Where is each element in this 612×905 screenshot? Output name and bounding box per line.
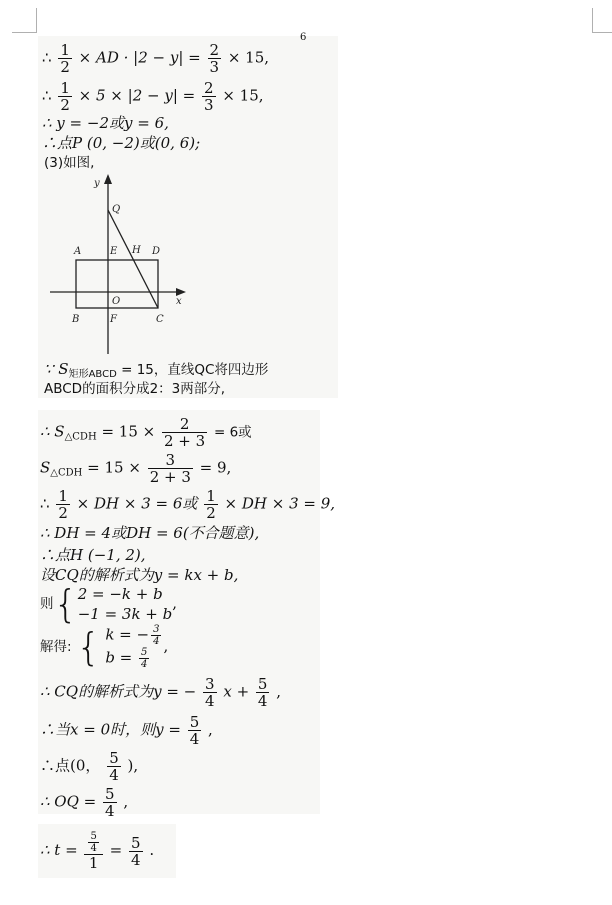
equation-line-1	[42, 42, 269, 75]
therefore-symbol: ∴	[42, 48, 52, 67]
fraction: $\frac{1}{2}$	[58, 487, 68, 522]
system-eq-1: 2 = −k + b	[77, 585, 163, 603]
fraction: $\frac{1}{2}$	[60, 79, 70, 114]
equation-text: × AD · |2 − y| =	[78, 48, 201, 67]
fraction: $\frac{2}{3}$	[209, 41, 220, 76]
coordinate-figure	[44, 172, 194, 362]
equation-text: ∴点(0，	[40, 756, 101, 775]
subscript-rectangle: 矩形ABCD	[68, 369, 117, 380]
subscript-cdh: △CDH	[64, 431, 97, 443]
equation-text: × 15,	[222, 86, 264, 105]
comma: ,	[163, 637, 169, 655]
equation-text: ∴ t =	[40, 841, 78, 859]
fraction: $\frac{5}{4}$	[189, 713, 200, 748]
solution-panel-3	[38, 824, 176, 878]
x-zero-line	[40, 714, 213, 747]
comma: ,	[172, 594, 178, 612]
compound-fraction: $\frac{\frac{5}{4}}{1}$	[84, 831, 102, 871]
t-result-line	[40, 831, 154, 871]
left-brace: {	[53, 582, 78, 626]
system-equations	[40, 584, 177, 624]
part-3-heading: (3)如图,	[44, 155, 95, 171]
statement-text: = 15，直线QC将四边形	[116, 362, 269, 378]
equation-text: = 6或	[213, 424, 252, 441]
x-axis-arrow	[176, 288, 186, 296]
point-h-line: ∴点H (−1, 2),	[40, 546, 146, 564]
crop-mark-top-right-v	[592, 8, 593, 32]
y-axis-arrow	[104, 174, 112, 184]
equals: =	[109, 841, 123, 859]
fraction: $\frac{5}{4}$	[257, 675, 268, 710]
dh-equation-line	[40, 488, 335, 521]
label-a: A	[74, 246, 82, 257]
subscript-cdh: △CDH	[50, 467, 83, 479]
dh-result-line: ∴ DH = 4或DH = 6(不合题意),	[40, 524, 260, 542]
label-d: D	[152, 246, 161, 257]
label-x: x	[176, 296, 182, 307]
fraction: $\frac{2}{3}$	[204, 79, 214, 114]
s-symbol: ∴ S	[40, 422, 65, 441]
then-label: 则	[40, 596, 54, 612]
area-line-2	[40, 452, 231, 485]
fraction: $\frac{1}{2}$	[206, 487, 216, 522]
label-c: C	[156, 314, 164, 325]
equation-text: ),	[127, 756, 139, 775]
equation-text: × DH × 3 = 9,	[224, 494, 336, 513]
cq-setup-line: 设CQ的解析式为y = kx + b,	[40, 566, 239, 584]
solution-panel-2	[38, 410, 336, 820]
equation-text: ∴ CQ的解析式为y = −	[40, 682, 197, 701]
cq-equation-line	[40, 676, 281, 709]
line-qc	[108, 210, 161, 308]
equation-line-2	[42, 80, 264, 113]
system-eq-2: −1 = 3k + b	[77, 605, 173, 623]
solution-k: k = − $\frac{3}{4}$	[105, 624, 160, 647]
comma: ,	[208, 720, 213, 739]
label-q: Q	[112, 204, 121, 215]
equation-text: = 9,	[199, 458, 232, 477]
fraction: $\frac{3}{4}$	[205, 675, 215, 710]
equation-line-3: ∴ y = −2或y = 6,	[42, 114, 169, 132]
s-symbol: S	[40, 458, 51, 477]
label-b: B	[72, 314, 80, 325]
equation-text: × 5 × |2 − y| =	[78, 86, 196, 105]
equation-line-4: ∴点P (0, −2)或(0, 6);	[42, 134, 201, 152]
left-brace: {	[76, 625, 101, 669]
equation-text: × 15,	[227, 48, 270, 67]
crop-mark-top-left-v	[36, 8, 37, 32]
period: .	[149, 841, 155, 859]
crop-mark-top-left-h	[12, 32, 37, 33]
therefore-symbol: ∴	[40, 494, 50, 513]
solve-label: 解得:	[40, 639, 72, 655]
label-h: H	[132, 245, 141, 256]
fraction: $\frac{3}{2 + 3}$	[149, 451, 191, 486]
fraction: $\frac{2}{2 + 3}$	[164, 415, 206, 450]
because-s: ∵ S	[44, 360, 69, 378]
comma: ,	[276, 682, 282, 701]
label-o: O	[112, 296, 121, 307]
equation-text: × DH × 3 = 6或	[76, 494, 198, 513]
equation-text: = 15 ×	[96, 422, 156, 441]
solution-panel-1	[38, 32, 338, 398]
label-e: E	[110, 246, 118, 257]
solution-system	[40, 624, 168, 670]
equation-text: ∴当x = 0时，则y =	[40, 720, 181, 739]
equation-text: = 15 ×	[82, 458, 141, 477]
stray-page-mark: 6	[300, 32, 307, 43]
therefore-symbol: ∴	[42, 86, 52, 105]
fraction: $\frac{5}{4}$	[109, 749, 119, 784]
area-ratio-line: ABCD的面积分成2：3两部分,	[44, 381, 226, 397]
label-f: F	[110, 314, 117, 325]
crop-mark-top-right-h	[592, 32, 612, 33]
fraction: $\frac{1}{2}$	[60, 41, 70, 76]
equation-text: ∴ OQ =	[40, 792, 97, 811]
point-q-line	[40, 750, 138, 783]
fraction: $\frac{5}{4}$	[130, 833, 141, 869]
equation-text: x +	[223, 682, 250, 701]
area-line-1	[40, 416, 252, 449]
oq-line	[40, 786, 128, 819]
label-y: y	[94, 178, 100, 189]
solution-b: b = $\frac{5}{4}$	[105, 647, 148, 670]
comma: ,	[123, 792, 129, 811]
fraction: $\frac{5}{4}$	[105, 785, 115, 820]
